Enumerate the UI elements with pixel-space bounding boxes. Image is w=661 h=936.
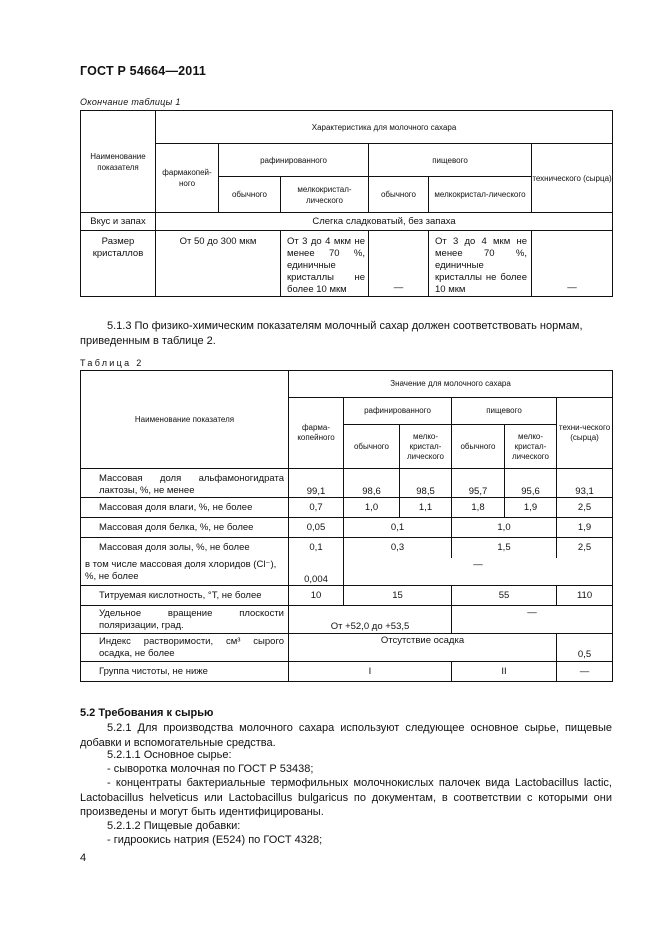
t2-row-solubility-name: Индекс растворимости, см³ сырого осадка, не более — [81, 634, 289, 662]
list-item-naoh: - гидроокись натрия (Е524) по ГОСТ 4328; — [107, 834, 323, 846]
t2-row-protein-v3: 1,9 — [557, 518, 613, 538]
paragraph-5-2-1-2: 5.2.1.2 Пищевые добавки: — [107, 820, 241, 832]
t2-technical: техни-ческого (сырца) — [557, 398, 613, 469]
table2 — [80, 370, 613, 682]
t2-row-lactose-v3: 95,7 — [452, 469, 505, 498]
t1-col-name: Наименование показателя — [81, 111, 156, 213]
t2-pharm: фарма-копейного — [289, 398, 344, 469]
t1-refined-fine: мелкокристал-лического — [281, 177, 369, 213]
t1-row-size-technical: — — [532, 231, 613, 297]
t1-group-header: Характеристика для молочного сахара — [156, 111, 613, 144]
t2-row-purity-v2: — — [557, 662, 613, 682]
t1-food-fine: мелкокристал-лического — [429, 177, 532, 213]
t2-food-ordinary: обычного — [452, 425, 505, 469]
table1 — [80, 110, 613, 297]
t1-row-taste-value: Слегка сладковатый, без запаха — [156, 213, 613, 231]
t2-row-lactose-v0: 99,1 — [289, 469, 344, 498]
page-number: 4 — [80, 852, 87, 864]
t2-col-name: Наименование показателя — [81, 371, 289, 469]
t2-row-ash-v1: 0,3 — [344, 538, 452, 558]
t1-row-taste-name: Вкус и запах — [81, 213, 156, 231]
t1-row-size-refined-fine: От 3 до 4 мкм не менее 70 %, единичные кристаллы не более 10 мкм — [281, 231, 369, 297]
t2-food: пищевого — [452, 398, 557, 425]
t2-group-header: Значение для молочного сахара — [289, 371, 613, 398]
list-item-starters: - концентраты бактериальные термофильных молочнокислых палочек вида Lactobacillus lactic, Lactobacillus helveticus или Lactobacillus bulgaricus по документам, в соответствии с которыми они произведены и могут быть идентифицированы. — [80, 777, 612, 818]
t2-row-ash-v2: 1,5 — [452, 538, 557, 558]
t2-row-lactose-name: Массовая доля альфамоногидрата лактозы, %, не менее — [81, 469, 289, 498]
t2-row-moisture-v3: 1,8 — [452, 498, 505, 518]
t1-row-size-name: Размер кристаллов — [81, 231, 156, 297]
t2-row-ash-v0: 0,1 — [289, 538, 344, 558]
t2-row-moisture-name: Массовая доля влаги, %, не более — [81, 498, 289, 518]
t2-row-lactose-v4: 95,6 — [505, 469, 557, 498]
t2-row-chloride-v0: 0,004 — [289, 558, 344, 586]
t2-row-moisture-v4: 1,9 — [505, 498, 557, 518]
t2-row-protein-v0: 0,05 — [289, 518, 344, 538]
table2-caption: Таблица 2 — [80, 358, 144, 368]
t2-row-chloride-name: в том числе массовая доля хлоридов (Cl⁻), %, не более — [81, 558, 289, 586]
page-header: ГОСТ Р 54664—2011 — [80, 64, 207, 78]
t2-row-ash-name: Массовая доля золы, %, не более — [81, 538, 289, 558]
t2-refined-fine: мелко-кристал-лического — [400, 425, 452, 469]
t1-row-size-food-ordinary: — — [369, 231, 429, 297]
t2-row-acidity-name: Титруемая кислотность, °Т, не более — [81, 586, 289, 606]
t2-row-purity-v0: I — [289, 662, 452, 682]
t2-row-acidity-v2: 55 — [452, 586, 557, 606]
t2-row-acidity-v0: 10 — [289, 586, 344, 606]
t2-row-moisture-v5: 2,5 — [557, 498, 613, 518]
t2-row-solubility-v0: Отсутствие осадка — [289, 634, 557, 662]
t2-row-protein-v2: 1,0 — [452, 518, 557, 538]
t2-row-purity-name: Группа чистоты, не ниже — [81, 662, 289, 682]
t2-row-solubility-v1: 0,5 — [557, 634, 613, 662]
t2-row-moisture-v2: 1,1 — [400, 498, 452, 518]
t2-row-rotation-v1: — — [452, 606, 613, 634]
t2-row-chloride-v1: — — [344, 558, 613, 586]
t1-food: пищевого — [369, 144, 532, 177]
t2-row-acidity-v1: 15 — [344, 586, 452, 606]
t2-row-rotation-v0: От +52,0 до +53,5 — [289, 606, 452, 634]
paragraph-5-2-1-1: 5.2.1.1 Основное сырье: — [107, 749, 232, 761]
t2-row-lactose-v5: 93,1 — [557, 469, 613, 498]
t2-row-protein-name: Массовая доля белка, %, не более — [81, 518, 289, 538]
t1-food-ordinary: обычного — [369, 177, 429, 213]
t2-refined-ordinary: обычного — [344, 425, 400, 469]
t2-refined: рафинированного — [344, 398, 452, 425]
t2-row-purity-v1: II — [452, 662, 557, 682]
table1-caption: Окончание таблицы 1 — [80, 97, 181, 107]
t1-row-size-pharm: От 50 до 300 мкм — [156, 231, 281, 297]
t1-refined: рафинированного — [219, 144, 369, 177]
t2-row-lactose-v1: 98,6 — [344, 469, 400, 498]
list-item-whey: - сыворотка молочная по ГОСТ Р 53438; — [107, 763, 314, 775]
t2-food-fine: мелко-кристал-лического — [505, 425, 557, 469]
t1-row-size-food-fine: От 3 до 4 мкм не менее 70 %, единичные кристаллы не более 10 мкм — [429, 231, 532, 297]
paragraph-5-1-3: 5.1.3 По физико-химическим показателям молочный сахар должен соответствовать нормам, приведенным в таблице 2. — [80, 320, 583, 347]
t2-row-ash-v3: 2,5 — [557, 538, 613, 558]
t1-pharm: фармакопей-ного — [156, 144, 219, 213]
t1-refined-ordinary: обычного — [219, 177, 281, 213]
paragraph-5-2-1: 5.2.1 Для производства молочного сахара используют следующее основное сырье, пищевые добавки и вспомогательные средства. — [80, 722, 612, 749]
t2-row-rotation-name: Удельное вращение плоскости поляризации, град. — [81, 606, 289, 634]
t2-row-lactose-v2: 98,5 — [400, 469, 452, 498]
t2-row-acidity-v3: 110 — [557, 586, 613, 606]
t1-technical: технического (сырца) — [532, 144, 613, 213]
t2-row-protein-v1: 0,1 — [344, 518, 452, 538]
section-5-2-title: 5.2 Требования к сырью — [80, 707, 214, 719]
t2-row-moisture-v0: 0,7 — [289, 498, 344, 518]
t2-row-moisture-v1: 1,0 — [344, 498, 400, 518]
